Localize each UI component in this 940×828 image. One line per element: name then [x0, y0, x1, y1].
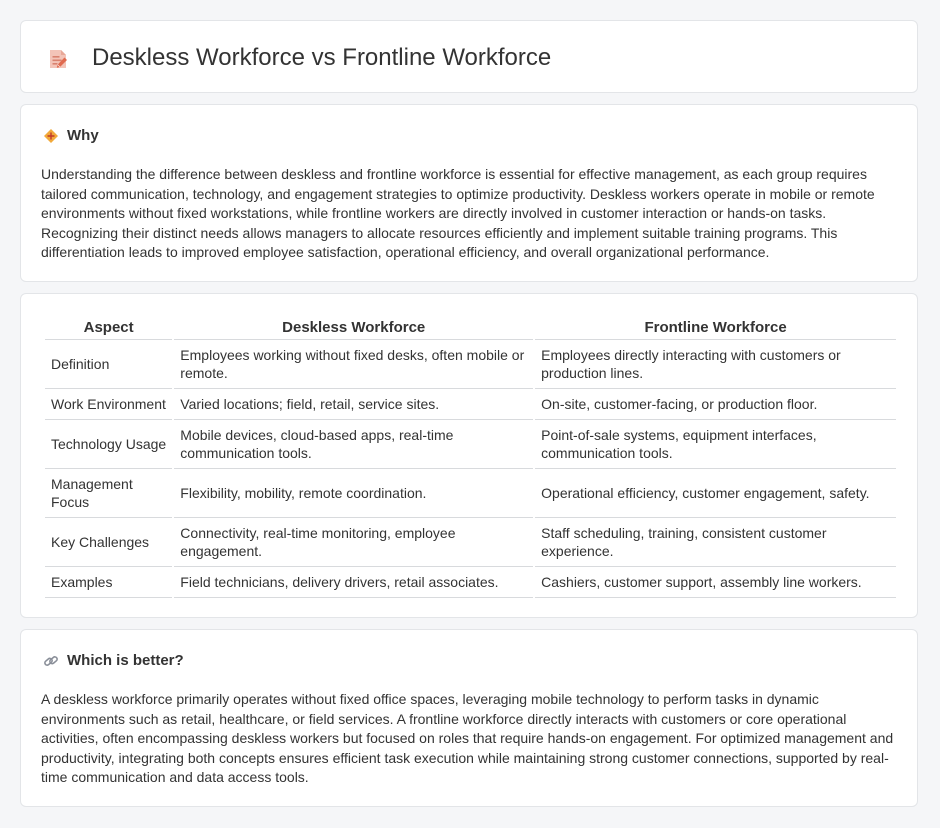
column-header-deskless: Deskless Workforce: [174, 315, 533, 340]
document-edit-icon: [47, 48, 69, 70]
row-frontline: Operational efficiency, customer engagement, safety.: [535, 469, 896, 518]
better-text: A deskless workforce primarily operates without fixed office spaces, leveraging mobile technology to perform tasks in dynamic environments such as retail, healthcare, or field services. A frontline workforce directly interacts with customers or core operational activities, often encompassing deskless workers but focused on roles that require hands-on engagement. For optimized management and productivity, integrating both concepts ensures efficient task execution while maintaining strong customer connections, supported by real-time communication and data access tools.: [41, 691, 894, 785]
page-title: Deskless Workforce vs Frontline Workforce: [92, 44, 552, 71]
why-header: [43, 127, 99, 144]
link-icon: [43, 653, 59, 669]
table-row: [45, 518, 896, 567]
comparison-section: [20, 293, 918, 618]
table-row: [45, 567, 896, 598]
row-aspect: Work Environment: [45, 389, 172, 420]
table-row: [45, 389, 896, 420]
column-header-aspect: Aspect: [45, 315, 172, 340]
column-header-frontline: Frontline Workforce: [535, 315, 896, 340]
row-aspect: Key Challenges: [45, 518, 172, 567]
table-header-row: [45, 315, 896, 340]
row-aspect: Definition: [45, 340, 172, 389]
row-deskless: Flexibility, mobility, remote coordination.: [174, 469, 533, 518]
row-deskless: Employees working without fixed desks, often mobile or remote.: [174, 340, 533, 389]
which-is-better-section: [20, 629, 918, 807]
row-aspect: Management Focus: [45, 469, 172, 518]
why-heading: Why: [67, 127, 99, 144]
why-section: [20, 104, 918, 282]
better-heading: Which is better?: [67, 652, 184, 669]
row-frontline: Point-of-sale systems, equipment interfaces, communication tools.: [535, 420, 896, 469]
row-deskless: Field technicians, delivery drivers, retail associates.: [174, 567, 533, 598]
row-deskless: Connectivity, real-time monitoring, employee engagement.: [174, 518, 533, 567]
table-row: [45, 469, 896, 518]
row-frontline: Employees directly interacting with customers or production lines.: [535, 340, 896, 389]
table-row: [45, 420, 896, 469]
row-aspect: Technology Usage: [45, 420, 172, 469]
row-frontline: Cashiers, customer support, assembly line workers.: [535, 567, 896, 598]
row-aspect: Examples: [45, 567, 172, 598]
row-deskless: Mobile devices, cloud-based apps, real-time communication tools.: [174, 420, 533, 469]
diamond-warning-icon: [43, 128, 59, 144]
row-frontline: On-site, customer-facing, or production floor.: [535, 389, 896, 420]
better-header: [43, 652, 184, 669]
row-frontline: Staff scheduling, training, consistent customer experience.: [535, 518, 896, 567]
table-row: [45, 340, 896, 389]
comparison-table: [43, 315, 898, 598]
why-text: Understanding the difference between deskless and frontline workforce is essential for effective management, as each group requires tailored communication, technology, and engagement strategies to optimize productivity. Deskless workers operate in mobile or remote environments without fixed workstations, while frontline workers are directly involved in customer interaction or hands-on tasks. Recognizing their distinct needs allows managers to allocate resources efficiently and implement suitable training programs. This differentiation leads to improved employee satisfaction, operational efficiency, and overall organizational performance.: [41, 166, 875, 260]
row-deskless: Varied locations; field, retail, service sites.: [174, 389, 533, 420]
title-card: [20, 20, 918, 93]
